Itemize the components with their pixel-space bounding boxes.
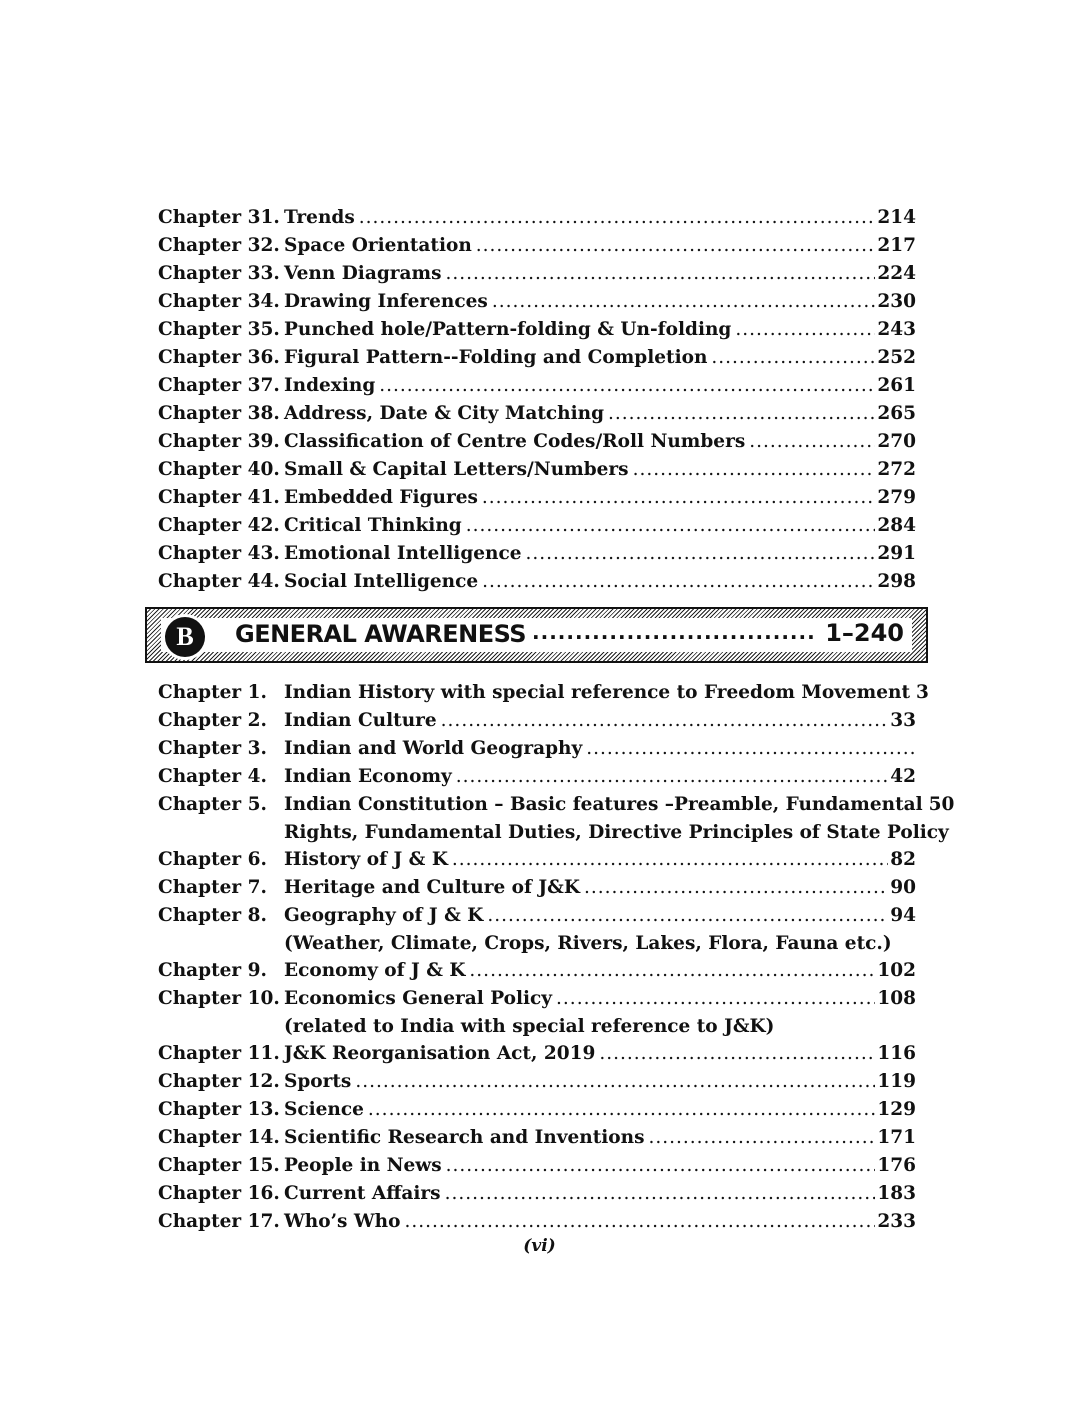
leader-dots xyxy=(586,735,914,763)
chapter-number: Chapter 11. xyxy=(158,1043,280,1064)
toc-entry xyxy=(158,735,916,763)
chapter-number: Chapter 31. xyxy=(158,207,280,228)
chapter-number: Chapter 39. xyxy=(158,431,280,452)
toc-section-general-awareness xyxy=(158,679,955,1236)
page-number-ref: 171 xyxy=(877,1127,916,1148)
chapter-title: Economics General Policy xyxy=(284,988,553,1009)
leader-dots xyxy=(599,1040,875,1068)
page-number-ref: 129 xyxy=(877,1099,916,1120)
section-letter-badge: B xyxy=(165,617,205,657)
toc-entry xyxy=(158,316,916,344)
chapter-title: Figural Pattern--Folding and Completion xyxy=(284,347,708,368)
chapter-number: Chapter 41. xyxy=(158,487,280,508)
chapter-title: Venn Diagrams xyxy=(284,263,442,284)
page-number-ref: 272 xyxy=(877,459,916,480)
leader-dots xyxy=(584,874,888,902)
toc-entry xyxy=(158,1096,916,1124)
leader-dots xyxy=(469,957,875,985)
toc-entry xyxy=(158,1208,916,1236)
chapter-number: Chapter 5. xyxy=(158,794,267,815)
toc-entry xyxy=(158,512,916,540)
toc-entry xyxy=(158,344,916,372)
page-number-ref: 42 xyxy=(890,766,916,787)
page-number-ref: 230 xyxy=(877,291,916,312)
toc-entry xyxy=(158,763,916,791)
leader-dots xyxy=(456,763,888,791)
page-number-ref: 243 xyxy=(877,319,916,340)
page-number-ref: 102 xyxy=(877,960,916,981)
section-banner-general-awareness xyxy=(145,607,928,663)
page-number-ref: 261 xyxy=(877,375,916,396)
chapter-title: Classification of Centre Codes/Roll Numbers xyxy=(284,431,746,452)
page-number-ref: 270 xyxy=(877,431,916,452)
chapter-number: Chapter 1. xyxy=(158,682,267,703)
leader-dots xyxy=(735,316,875,344)
chapter-title: Critical Thinking xyxy=(284,515,462,536)
chapter-title: Drawing Inferences xyxy=(284,291,488,312)
leader-dots xyxy=(649,1124,876,1152)
toc-entry xyxy=(158,707,916,735)
toc-entry xyxy=(158,204,916,232)
chapter-title: Indian Culture xyxy=(284,710,437,731)
page-number-ref: 217 xyxy=(877,235,916,256)
page-number-ref: 82 xyxy=(890,849,916,870)
chapter-number: Chapter 12. xyxy=(158,1071,280,1092)
toc-entry xyxy=(158,232,916,260)
chapter-number: Chapter 15. xyxy=(158,1155,280,1176)
chapter-title: People in News xyxy=(284,1155,442,1176)
chapter-title: Punched hole/Pattern-folding & Un-folding xyxy=(284,319,732,340)
leader-dots xyxy=(482,568,875,596)
chapter-title-continuation: (Weather, Climate, Crops, Rivers, Lakes, Flora, Fauna etc.) xyxy=(284,933,892,954)
toc-entry xyxy=(158,484,916,512)
toc-entry xyxy=(158,568,916,596)
toc-entry xyxy=(158,874,916,902)
toc-entry xyxy=(158,679,929,707)
leader-dots xyxy=(466,512,876,540)
page-number-ref: 119 xyxy=(877,1071,916,1092)
leader-dots xyxy=(749,428,875,456)
page-number-ref: 265 xyxy=(877,403,916,424)
page-number-ref: 284 xyxy=(877,515,916,536)
leader-dots xyxy=(446,260,876,288)
page-number-ref: 298 xyxy=(877,571,916,592)
chapter-number: Chapter 10. xyxy=(158,988,280,1009)
chapter-title: Geography of J & K xyxy=(284,905,484,926)
chapter-number: Chapter 35. xyxy=(158,319,280,340)
chapter-number: Chapter 43. xyxy=(158,543,280,564)
chapter-number: Chapter 2. xyxy=(158,710,267,731)
toc-entry xyxy=(158,1180,916,1208)
leader-dots xyxy=(359,204,876,232)
section-title: GENERAL AWARENESS xyxy=(231,620,530,648)
toc-entry-continuation xyxy=(158,819,949,846)
chapter-number: Chapter 34. xyxy=(158,291,280,312)
chapter-number: Chapter 14. xyxy=(158,1127,280,1148)
leader-dots xyxy=(379,372,875,400)
toc-entry xyxy=(158,985,916,1013)
page-number-ref: 108 xyxy=(877,988,916,1009)
chapter-number: Chapter 17. xyxy=(158,1211,280,1232)
chapter-number: Chapter 42. xyxy=(158,515,280,536)
page-number-ref: 176 xyxy=(877,1155,916,1176)
leader-dots xyxy=(404,1208,875,1236)
page-number-ref: 279 xyxy=(877,487,916,508)
chapter-title-continuation: Rights, Fundamental Duties, Directive Principles of State Policy xyxy=(284,822,949,843)
chapter-title: Sports xyxy=(284,1071,352,1092)
chapter-title: Science xyxy=(284,1099,364,1120)
chapter-number: Chapter 3. xyxy=(158,738,267,759)
toc-entry xyxy=(158,846,916,874)
chapter-number: Chapter 33. xyxy=(158,263,280,284)
chapter-title: Heritage and Culture of J&K xyxy=(284,877,580,898)
chapter-number: Chapter 13. xyxy=(158,1099,280,1120)
page-number-ref: 33 xyxy=(890,710,916,731)
leader-dots xyxy=(482,484,875,512)
chapter-title: Indian Economy xyxy=(284,766,452,787)
chapter-number: Chapter 7. xyxy=(158,877,267,898)
section-page-range: 1–240 xyxy=(821,619,908,647)
leader-dots xyxy=(556,985,875,1013)
page-number: (vi) xyxy=(523,1236,556,1256)
chapter-number: Chapter 37. xyxy=(158,375,280,396)
toc-entry xyxy=(158,260,916,288)
chapter-number: Chapter 40. xyxy=(158,459,280,480)
leader-dots xyxy=(608,400,875,428)
leader-dots xyxy=(711,344,875,372)
chapter-title: Indian and World Geography xyxy=(284,738,583,759)
chapter-number: Chapter 38. xyxy=(158,403,280,424)
page-number-ref: 116 xyxy=(877,1043,916,1064)
toc-entry xyxy=(158,540,916,568)
page-number-ref: 224 xyxy=(877,263,916,284)
toc-entry xyxy=(158,288,916,316)
chapter-number: Chapter 44. xyxy=(158,571,280,592)
leader-dots xyxy=(526,540,876,568)
toc-section-reasoning xyxy=(158,204,916,596)
chapter-title: Indian Constitution – Basic features –Preamble, Fundamental xyxy=(284,794,923,815)
chapter-title: Embedded Figures xyxy=(284,487,478,508)
page-number-ref: 233 xyxy=(877,1211,916,1232)
chapter-number: Chapter 8. xyxy=(158,905,267,926)
chapter-title: Scientific Research and Inventions xyxy=(284,1127,645,1148)
toc-entry xyxy=(158,1152,916,1180)
toc-entry xyxy=(158,400,916,428)
toc-entry xyxy=(158,456,916,484)
chapter-title: Economy of J & K xyxy=(284,960,466,981)
chapter-number: Chapter 4. xyxy=(158,766,267,787)
chapter-title: Trends xyxy=(284,207,355,228)
page-number-ref: 3 xyxy=(916,682,929,703)
leader-dots xyxy=(355,1068,875,1096)
chapter-title: Small & Capital Letters/Numbers xyxy=(284,459,629,480)
chapter-number: Chapter 16. xyxy=(158,1183,280,1204)
toc-entry xyxy=(158,372,916,400)
leader-dots xyxy=(633,456,876,484)
page-number-ref: 252 xyxy=(877,347,916,368)
page-number-ref: 183 xyxy=(877,1183,916,1204)
chapter-title: Current Affairs xyxy=(284,1183,441,1204)
toc-entry xyxy=(158,1124,916,1152)
chapter-title: Social Intelligence xyxy=(284,571,479,592)
toc-entry xyxy=(158,1040,916,1068)
leader-dots xyxy=(487,902,888,930)
chapter-title: Indexing xyxy=(284,375,376,396)
leader-dots xyxy=(441,707,889,735)
chapter-title: Who’s Who xyxy=(284,1211,401,1232)
chapter-title: J&K Reorganisation Act, 2019 xyxy=(284,1043,596,1064)
leader-dots xyxy=(476,232,876,260)
page-number-ref: 90 xyxy=(890,877,916,898)
chapter-number: Chapter 32. xyxy=(158,235,280,256)
toc-entry-continuation xyxy=(158,930,916,957)
chapter-number: Chapter 6. xyxy=(158,849,267,870)
toc-entry-continuation xyxy=(158,1013,916,1040)
chapter-title: History of J & K xyxy=(284,849,448,870)
toc-entry xyxy=(158,1068,916,1096)
leader-dots xyxy=(368,1096,875,1124)
page-number-ref: 94 xyxy=(890,905,916,926)
page-number-ref: 291 xyxy=(877,543,916,564)
chapter-title: Space Orientation xyxy=(284,235,472,256)
leader-dots xyxy=(446,1152,876,1180)
toc-entry xyxy=(158,902,916,930)
leader-dots xyxy=(445,1180,876,1208)
chapter-title: Address, Date & City Matching xyxy=(284,403,605,424)
toc-entry xyxy=(158,428,916,456)
leader-dots xyxy=(492,288,876,316)
toc-entry xyxy=(158,791,955,819)
chapter-number: Chapter 36. xyxy=(158,347,280,368)
chapter-title: Emotional Intelligence xyxy=(284,543,522,564)
page-number-ref: 214 xyxy=(877,207,916,228)
page-number-ref: 50 xyxy=(928,794,955,815)
chapter-title-continuation: (related to India with special reference to J&K) xyxy=(284,1016,775,1037)
chapter-title: Indian History with special reference to Freedom Movement xyxy=(284,682,911,703)
leader-dots xyxy=(452,846,888,874)
section-leader-dots: ................................. xyxy=(532,620,816,644)
toc-entry xyxy=(158,957,916,985)
chapter-number: Chapter 9. xyxy=(158,960,267,981)
